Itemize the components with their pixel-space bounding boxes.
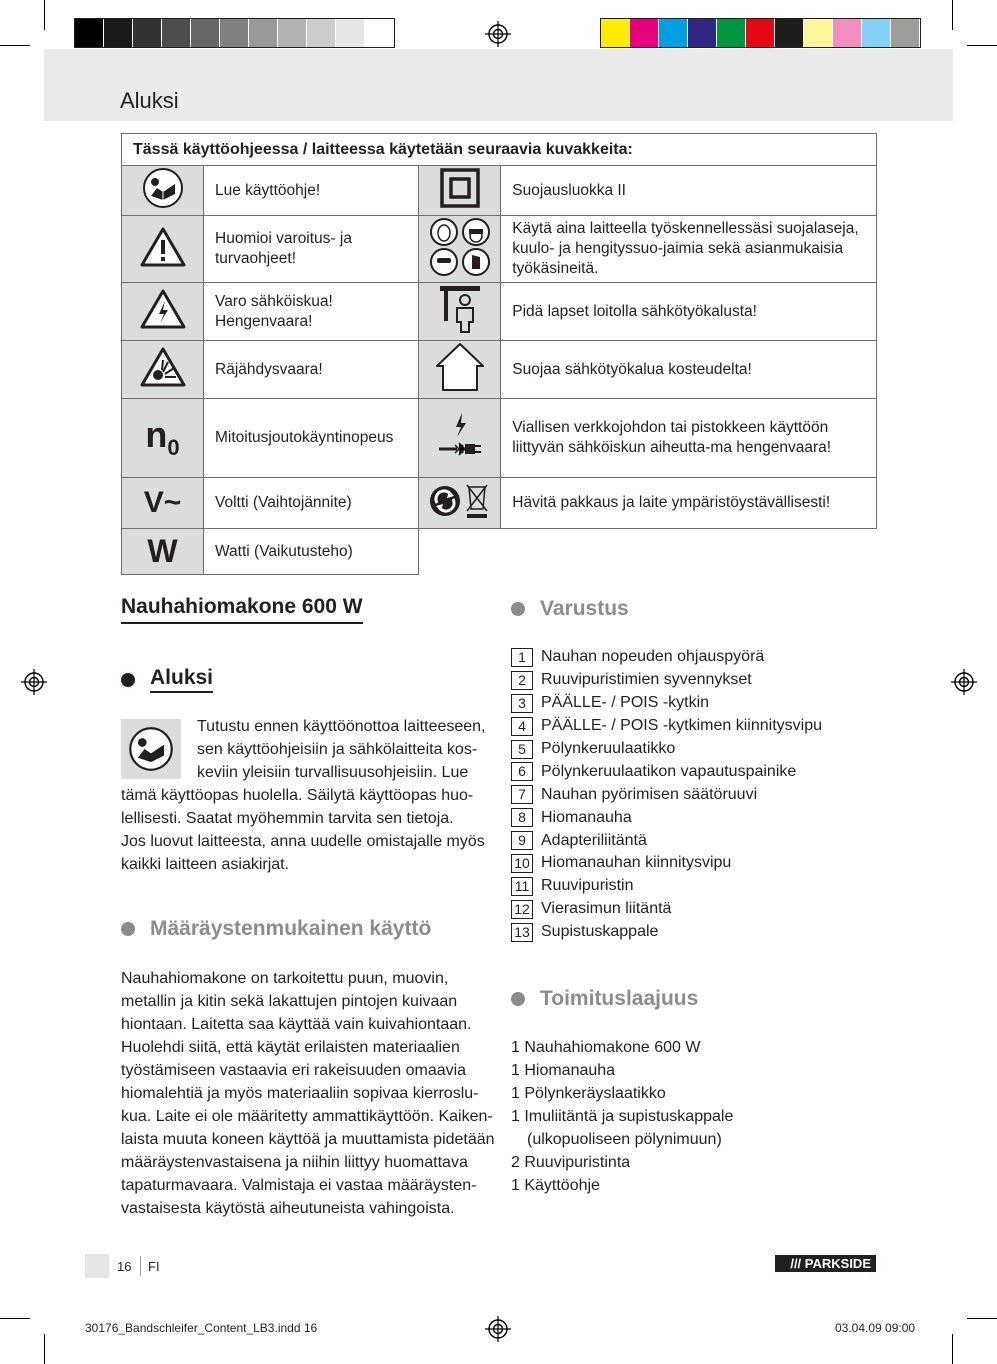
crop-mark (0, 1318, 30, 1319)
item-label: PÄÄLLE- / POIS -kytkin (541, 694, 710, 712)
grey-color-bar (74, 18, 395, 48)
list-item: 1 Pölynkeräyslaatikko (511, 1085, 666, 1102)
crop-mark (952, 0, 953, 30)
item-number: 5 (511, 740, 533, 759)
item-number: 12 (511, 900, 533, 919)
list-item (511, 738, 822, 761)
parkside-logo: /// PARKSIDE (775, 1255, 876, 1272)
color-swatch (717, 19, 746, 47)
item-label: Vierasimun liitäntä (541, 900, 672, 918)
list-item (511, 646, 822, 669)
symbol-text: Hävitä pakkaus ja laite ympäristöystävällisesti! (501, 478, 877, 529)
warning-icon (140, 226, 186, 268)
crop-mark (44, 1334, 45, 1364)
slug-file: 30176_Bandschleifer_Content_LB3.indd 16 (85, 1321, 318, 1335)
color-swatch (365, 19, 394, 47)
symbol-table-caption: Tässä käyttöohjeessa / laitteessa käytetään seuraavia kuvakkeita: (122, 134, 877, 166)
item-number: 11 (511, 877, 533, 896)
symbol-text: Huomioi varoitus- ja turvaohjeet! (204, 216, 419, 283)
damaged-cable-icon (435, 409, 485, 463)
list-item: (ulkopuoliseen pölynimuun) (527, 1131, 722, 1148)
list-item (511, 852, 822, 875)
color-swatch (220, 19, 249, 47)
page-number: 16 (117, 1259, 132, 1274)
symbol-text: Viallisen verkkojohdon tai pistokkeen käyttöön liittyvän sähköiskun aiheutta-ma hengenvaara! (501, 399, 877, 478)
electric-shock-icon (140, 288, 186, 330)
list-item (511, 898, 822, 921)
bullet-icon (511, 602, 525, 616)
language-code: FI (148, 1259, 160, 1274)
color-swatch (249, 19, 278, 47)
list-item (511, 760, 822, 783)
item-label: Ruuvipuristimien syvennykset (541, 671, 752, 689)
protection-class-ii-icon (440, 168, 480, 208)
equipment-list (511, 646, 822, 944)
list-item: 1 Imuliitäntä ja supistuskappale (511, 1108, 734, 1125)
item-label: Nauhan nopeuden ohjauspyörä (541, 648, 765, 666)
registration-mark-icon (951, 669, 977, 695)
usage-heading: Määräystenmukainen käyttö (121, 917, 431, 941)
item-number: 8 (511, 808, 533, 827)
explosion-icon (140, 346, 186, 388)
color-swatch (162, 19, 191, 47)
read-manual-icon (141, 166, 185, 210)
left-column (121, 595, 486, 624)
equipment-heading: Varustus (511, 597, 629, 621)
list-item: 1 Käyttöohje (511, 1177, 600, 1194)
keep-children-away-icon (438, 284, 482, 334)
symbol-text: Suojausluokka II (501, 166, 877, 216)
list-item (511, 692, 822, 715)
list-item (511, 829, 822, 852)
item-label: Hiomanauha (541, 808, 632, 826)
item-label: Adapteriliitäntä (541, 831, 647, 849)
color-swatch (804, 19, 833, 47)
color-swatch (307, 19, 336, 47)
symbol-text: Voltti (Vaihtojännite) (204, 478, 419, 529)
item-label: Pölynkeruulaatikon vapautuspainike (541, 762, 797, 780)
color-swatch (688, 19, 717, 47)
bullet-icon (121, 673, 135, 687)
color-swatch (746, 19, 775, 47)
item-number: 7 (511, 785, 533, 804)
color-swatch (833, 19, 862, 47)
usage-paragraph: Nauhahiomakone on tarkoitettu puun, muovin, metallin ja kitin sekä lakattujen pintojen kuivaan hiontaan. Laitetta saa käyttää vain kuivahiontaan. Huolehdi siitä, että käytät erilaisten materiaalien työstämiseen vastaavia eri rakeisuuden omaavia hiomalehtiä ja myös materiaaliin sopivaa kierroslu- kua. Laite ei ole määritetty ammattikäyttöön. Kaiken- laista muuta koneen käyttöä ja muuttamista pidetään määräystenvastaisena ja niihin liittyy huomattava tapaturmavaara. Valmistaja ei vastaa määräysten- vastaisesta käytöstä aiheutuneista vahingoista. (121, 970, 495, 1217)
item-number: 1 (511, 648, 533, 667)
color-swatch (630, 19, 659, 47)
registration-mark-icon (485, 21, 511, 47)
symbol-text: Pidä lapset loitolla sähkötyökalusta! (501, 283, 877, 341)
list-item: 1 Hiomanauha (511, 1062, 616, 1079)
color-swatch (659, 19, 688, 47)
bullet-icon (121, 922, 135, 936)
registration-mark-icon (21, 669, 47, 695)
item-number: 4 (511, 717, 533, 736)
intro-paragraph: Tutustu ennen käyttöönottoa laitteeseen, sen käyttöohjeisiin ja sähkölaitteita kos- keviin yleisiin turvallisuusohjeisiin. Lue tämä käyttöopas huolella. Säilytä käyttöopas huo- lellisesti. Saatat myöhemmin tarvita sen tietoja. Jos luovut laitteesta, anna uudelle omistajalle myös kaikki laitteen asiakirjat. (121, 718, 486, 873)
delivery-heading: Toimituslaajuus (511, 987, 698, 1011)
item-number: 9 (511, 831, 533, 850)
process-color-bar (600, 18, 921, 48)
item-number: 10 (511, 854, 533, 873)
list-item (511, 715, 822, 738)
n0-icon: $n_0$ (145, 414, 180, 461)
item-label: Supistuskappale (541, 923, 659, 941)
item-number: 6 (511, 762, 533, 781)
crop-mark (967, 1318, 997, 1319)
delivery-list (511, 1036, 871, 1197)
volt-icon: V~ (143, 486, 182, 519)
symbol-text: Käytä aina laitteella työskennellessäsi suojalaseja, kuulo- ja hengityssuo-jaimia sekä asianmukaisia työkäsineitä. (501, 216, 877, 283)
list-item (511, 921, 822, 944)
color-swatch (336, 19, 365, 47)
watt-icon: W (147, 533, 178, 569)
footer-divider (140, 1256, 141, 1276)
registration-mark-icon (485, 1316, 511, 1342)
color-swatch (104, 19, 133, 47)
list-item (511, 783, 822, 806)
slug-date: 03.04.09 09:00 (835, 1321, 916, 1335)
indoor-use-icon (435, 342, 485, 392)
bullet-icon (511, 992, 525, 1006)
color-swatch (191, 19, 220, 47)
item-number: 13 (511, 923, 533, 942)
document-title: Nauhahiomakone 600 W (121, 595, 363, 624)
item-label: Ruuvipuristin (541, 877, 634, 895)
color-swatch (601, 19, 630, 47)
footer-tab (85, 1254, 109, 1278)
color-swatch (775, 19, 804, 47)
item-number: 2 (511, 671, 533, 690)
list-item (511, 875, 822, 898)
symbol-text: Varo sähköiskua! Hengenvaara! (204, 283, 419, 341)
color-swatch (278, 19, 307, 47)
page-title: Aluksi (120, 88, 179, 113)
crop-mark (0, 45, 30, 46)
item-label: Pölynkeruulaatikko (541, 740, 676, 757)
color-swatch (862, 19, 891, 47)
color-swatch (133, 19, 162, 47)
symbol-text: Watti (Vaikutusteho) (204, 529, 419, 575)
item-label: Nauhan pyörimisen säätöruuvi (541, 785, 758, 803)
crop-mark (44, 0, 45, 30)
symbol-text: Mitoitusjoutokäyntinopeus (204, 399, 419, 478)
recycling-icon (429, 481, 491, 521)
symbol-text: Lue käyttöohje! (204, 166, 419, 216)
color-swatch (75, 19, 104, 47)
color-swatch (891, 19, 920, 47)
list-item: 1 Nauhahiomakone 600 W (511, 1039, 701, 1056)
list-item: 2 Ruuvipuristinta (511, 1154, 631, 1171)
symbol-table (121, 133, 877, 575)
item-number: 3 (511, 694, 533, 713)
list-item (511, 806, 822, 829)
protective-gear-icon (428, 217, 492, 277)
symbol-text: Räjähdysvaara! (204, 341, 419, 399)
item-label: PÄÄLLE- / POIS -kytkimen kiinnitysvipu (541, 717, 822, 735)
symbol-text: Suojaa sähkötyökalua kosteudelta! (501, 341, 877, 399)
intro-heading: Aluksi (121, 666, 213, 693)
item-label: Hiomanauhan kiinnitysvipu (541, 854, 732, 872)
crop-mark (967, 45, 997, 46)
list-item (511, 669, 822, 692)
header-band (44, 49, 953, 121)
crop-mark (952, 1334, 953, 1364)
